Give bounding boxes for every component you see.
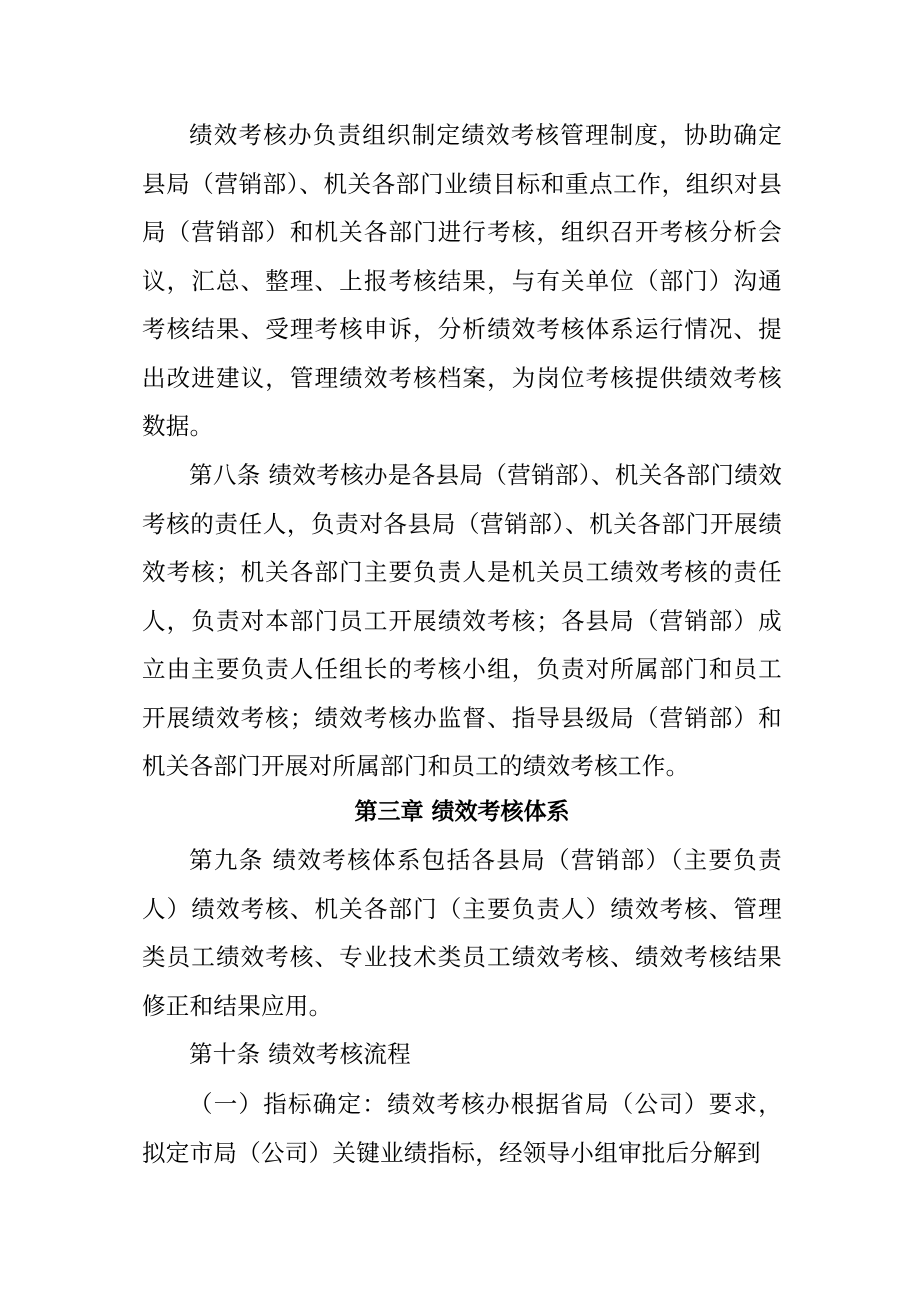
paragraph-indicator-determination: （一）指标确定：绩效考核办根据省局（公司）要求，拟定市局（公司）关键业绩指标，经领导小组审批后分解到: [142, 1090, 782, 1167]
paragraph-article-10-title: 第十条 绩效考核流程: [189, 1040, 411, 1068]
chapter-heading: 第三章 绩效考核体系: [354, 799, 570, 825]
paragraph-exam-office-duties: 绩效考核办负责组织制定绩效考核管理制度，协助确定县局（营销部）、机关各部门业绩目标和重点工作，组织对县局（营销部）和机关各部门进行考核，组织召开考核分析会议，汇总、整理、上报考核结果，与有关单位（部门）沟通考核结果、受理考核申诉，分析绩效考核体系运行情况、提出改进建议，管理绩效考核档案，为岗位考核提供绩效考核数据。: [142, 121, 782, 440]
paragraph-article-9: 第九条 绩效考核体系包括各县局（营销部）（主要负责人）绩效考核、机关各部门（主要负责人）绩效考核、管理类员工绩效考核、专业技术类员工绩效考核、绩效考核结果修正和结果应用。: [142, 846, 782, 1020]
paragraph-article-8: 第八条 绩效考核办是各县局（营销部）、机关各部门绩效考核的责任人，负责对各县局（营销部）、机关各部门开展绩效考核；机关各部门主要负责人是机关员工绩效考核的责任人，负责对本部门员工开展绩效考核；各县局（营销部）成立由主要负责人任组长的考核小组，负责对所属部门和员工开展绩效考核；绩效考核办监督、指导县级局（营销部）和机关各部门开展对所属部门和员工的绩效考核工作。: [142, 461, 782, 780]
